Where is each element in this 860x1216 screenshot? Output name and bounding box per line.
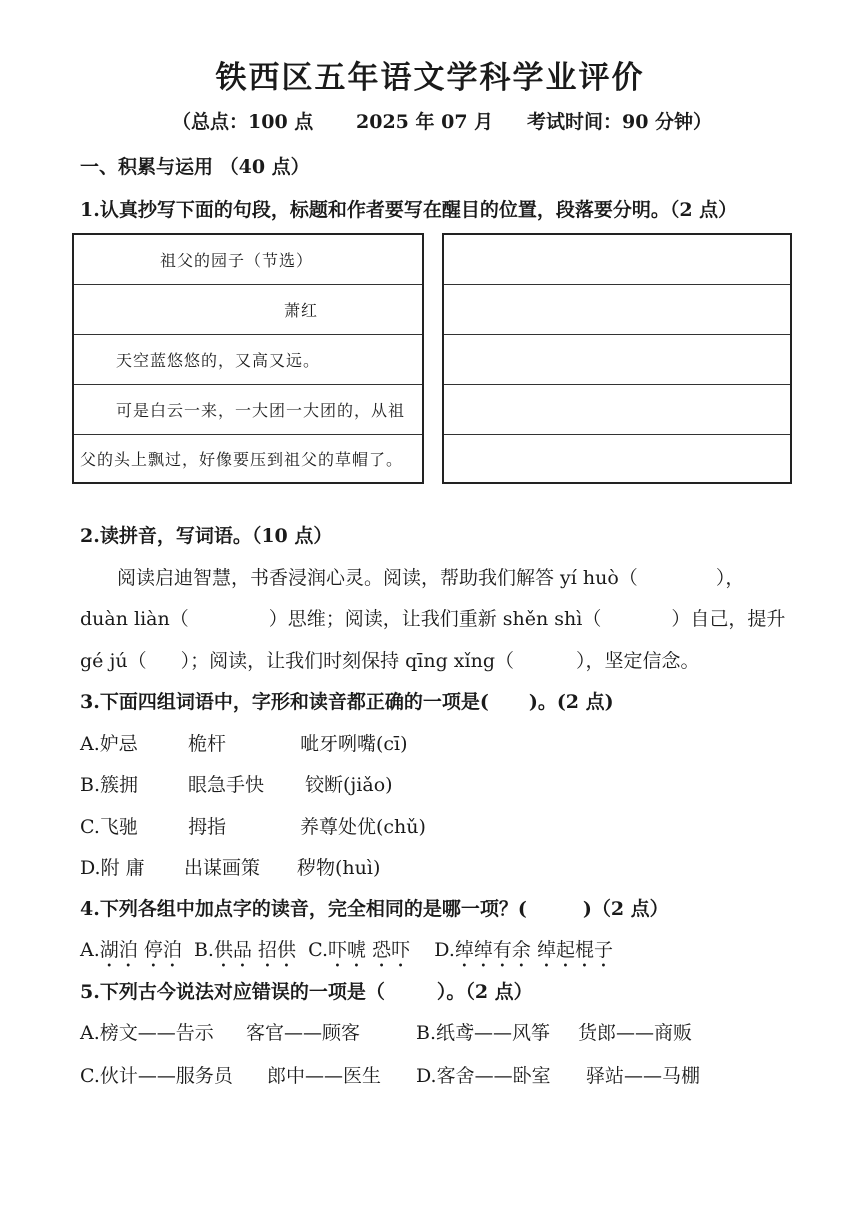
- option-word: A.妒忌: [80, 733, 138, 755]
- q2-line-1: [117, 563, 744, 590]
- q2-line-3: [80, 646, 700, 673]
- source-line: 父的头上飘过，好像要压到祖父的草帽了。: [80, 450, 404, 469]
- q5-option-c[interactable]: C.伙计——服务员: [80, 1065, 233, 1087]
- option-word: 出谋画策: [184, 857, 261, 879]
- source-row: [74, 235, 422, 285]
- q4-prompt-text: 4.下列各组中加点字的读音，完全相同的是哪一项？(: [80, 898, 527, 920]
- source-row: [74, 385, 422, 435]
- q2-text: ）思维；阅读，让我们重新 shěn shì（: [268, 608, 602, 630]
- option-word: 拇指: [188, 816, 227, 838]
- q2-text: ）；阅读，让我们时刻保持 qīng xǐng（: [180, 650, 514, 672]
- q2-text: ），: [715, 567, 745, 589]
- source-title: 祖父的园子（节选）: [160, 251, 314, 270]
- source-text-table: [72, 233, 424, 484]
- source-row: [74, 285, 422, 335]
- exam-date: 2025 年 07 月: [356, 111, 494, 133]
- source-line: 可是白云一来，一大团一大团的，从祖: [116, 401, 406, 420]
- q5-option-d-2: 驿站——马棚: [586, 1065, 701, 1087]
- option-word: 绰起棍子: [536, 939, 613, 961]
- q3-option-c[interactable]: [80, 812, 426, 839]
- option-word: 供品: [213, 939, 252, 961]
- q2-text: ）自己，提升: [671, 608, 786, 630]
- q3-prompt-points: )。(2 点): [528, 691, 614, 713]
- q5-row-2: [80, 1061, 700, 1088]
- copy-answer-table: [442, 233, 792, 484]
- option-letter: B.: [193, 939, 214, 961]
- option-word: 绰绰有余: [454, 939, 531, 961]
- section-heading: 一、积累与运用 （40 点）: [80, 156, 310, 178]
- option-word: B.簇拥: [80, 774, 139, 796]
- q5-option-b-2: 货郎——商贩: [578, 1022, 693, 1044]
- option-word: D.附 庸: [80, 857, 145, 879]
- q3-option-a[interactable]: [80, 729, 408, 756]
- q5-option-c-2: 郎中——医生: [267, 1065, 382, 1087]
- q4-option-c[interactable]: [308, 939, 410, 961]
- option-word: 桅杆: [188, 733, 227, 755]
- option-word: 秽物(huì): [297, 857, 381, 879]
- q3-option-d[interactable]: [80, 853, 380, 880]
- q5-option-b[interactable]: B.纸鸢——风筝: [416, 1022, 551, 1044]
- exam-time: 考试时间：90 分钟）: [527, 111, 713, 133]
- q4-option-a[interactable]: [80, 939, 182, 961]
- q5-prompt: [80, 977, 533, 1004]
- copy-line-1[interactable]: [444, 235, 790, 285]
- q2-line-2: [80, 604, 785, 631]
- q5-option-d[interactable]: D.客舍——卧室: [416, 1065, 551, 1087]
- option-word: C.飞驰: [80, 816, 138, 838]
- source-author: 萧红: [284, 301, 319, 320]
- q5-prompt-text: 5.下列古今说法对应错误的一项是（: [80, 981, 385, 1003]
- option-letter: A.: [80, 939, 100, 961]
- option-word: 恐吓: [372, 939, 411, 961]
- q5-option-a[interactable]: A.榜文——告示: [80, 1022, 214, 1044]
- q2-text: gé jú（: [80, 650, 147, 672]
- option-word: 铰断(jiǎo): [305, 774, 393, 796]
- copy-line-2[interactable]: [444, 285, 790, 335]
- option-letter: C.: [308, 939, 329, 961]
- copy-line-5[interactable]: [444, 435, 790, 482]
- q5-row-1: [80, 1018, 692, 1045]
- q3-prompt-text: 3.下面四组词语中，字形和读音都正确的一项是(: [80, 691, 489, 713]
- q5-prompt-points: ）。（2 点）: [436, 981, 533, 1003]
- option-letter: D.: [434, 939, 455, 961]
- option-word: 停泊: [143, 939, 182, 961]
- q4-option-b[interactable]: [194, 939, 296, 961]
- copy-line-3[interactable]: [444, 335, 790, 385]
- option-word: 养尊处优(chǔ): [300, 816, 426, 838]
- q1-prompt: 1.认真抄写下面的句段，标题和作者要写在醒目的位置，段落要分明。（2 点）: [80, 199, 738, 221]
- q4-prompt-points: )（2 点）: [582, 898, 669, 920]
- option-word: 吓唬: [328, 939, 367, 961]
- q3-prompt: [80, 687, 614, 714]
- q3-option-b[interactable]: [80, 770, 393, 797]
- q2-prompt: 2.读拼音，写词语。（10 点）: [80, 525, 333, 547]
- q2-text: ），坚定信念。: [576, 650, 700, 672]
- source-row: [74, 435, 422, 482]
- option-word: 湖泊: [99, 939, 138, 961]
- q2-text: 阅读启迪智慧，书香浸润心灵。阅读，帮助我们解答 yí huò（: [117, 567, 638, 589]
- total-points: （总点：100 点: [172, 111, 314, 133]
- source-line: 天空蓝悠悠的，又高又远。: [116, 351, 321, 370]
- source-row: [74, 335, 422, 385]
- q4-option-d[interactable]: [434, 939, 613, 961]
- copy-line-4[interactable]: [444, 385, 790, 435]
- option-word: 招供: [258, 939, 297, 961]
- q4-options: [80, 935, 613, 972]
- exam-title: 铁西区五年语文学科学业评价: [215, 60, 645, 96]
- option-word: 呲牙咧嘴(cī): [300, 733, 408, 755]
- q2-text: duàn liàn（: [80, 608, 189, 630]
- option-word: 眼急手快: [188, 774, 265, 796]
- q4-prompt: [80, 894, 669, 921]
- q5-option-a-2: 客官——顾客: [246, 1022, 361, 1044]
